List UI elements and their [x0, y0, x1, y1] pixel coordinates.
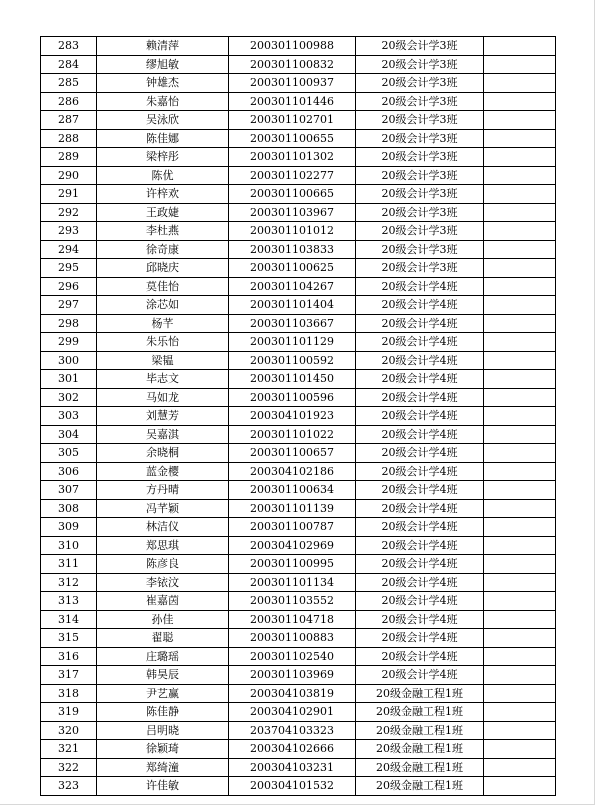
student-name-cell: 崔嘉茵 [97, 592, 229, 611]
student-id-cell: 200301100665 [229, 185, 356, 204]
class-name-cell: 20级金融工程1班 [356, 758, 484, 777]
class-name-cell: 20级会计学4班 [356, 555, 484, 574]
student-id-cell: 200301100655 [229, 129, 356, 148]
student-id-cell: 200301104718 [229, 610, 356, 629]
row-number-cell: 305 [41, 444, 97, 463]
row-number-cell: 291 [41, 185, 97, 204]
student-name-cell: 陈优 [97, 166, 229, 185]
row-number-cell: 314 [41, 610, 97, 629]
class-name-cell: 20级金融工程1班 [356, 684, 484, 703]
table-row [41, 222, 556, 241]
student-id-cell: 200301101404 [229, 296, 356, 315]
class-name-cell: 20级会计学4班 [356, 333, 484, 352]
empty-cell [484, 74, 556, 93]
table-row [41, 388, 556, 407]
row-number-cell: 313 [41, 592, 97, 611]
empty-cell [484, 721, 556, 740]
table-row [41, 333, 556, 352]
table-row [41, 462, 556, 481]
empty-cell [484, 592, 556, 611]
table-row [41, 610, 556, 629]
student-id-cell: 200304102901 [229, 703, 356, 722]
student-id-cell: 200301102701 [229, 111, 356, 130]
class-name-cell: 20级会计学4班 [356, 592, 484, 611]
row-number-cell: 284 [41, 55, 97, 74]
student-id-cell: 200301100787 [229, 518, 356, 537]
student-name-cell: 翟聪 [97, 629, 229, 648]
table-row [41, 777, 556, 796]
empty-cell [484, 425, 556, 444]
class-name-cell: 20级会计学4班 [356, 481, 484, 500]
student-id-cell: 200301101022 [229, 425, 356, 444]
row-number-cell: 290 [41, 166, 97, 185]
student-name-cell: 朱乐怡 [97, 333, 229, 352]
empty-cell [484, 388, 556, 407]
student-name-cell: 莫佳怡 [97, 277, 229, 296]
table-row [41, 629, 556, 648]
table-row [41, 185, 556, 204]
student-id-cell: 200304102969 [229, 536, 356, 555]
student-id-cell: 200301102540 [229, 647, 356, 666]
table-row [41, 240, 556, 259]
class-name-cell: 20级会计学3班 [356, 259, 484, 278]
class-name-cell: 20级会计学3班 [356, 185, 484, 204]
empty-cell [484, 333, 556, 352]
empty-cell [484, 703, 556, 722]
table-row [41, 481, 556, 500]
table-row [41, 518, 556, 537]
student-name-cell: 孙佳 [97, 610, 229, 629]
row-number-cell: 296 [41, 277, 97, 296]
empty-cell [484, 518, 556, 537]
empty-cell [484, 129, 556, 148]
row-number-cell: 307 [41, 481, 97, 500]
class-name-cell: 20级会计学3班 [356, 240, 484, 259]
empty-cell [484, 647, 556, 666]
table-row [41, 647, 556, 666]
empty-cell [484, 777, 556, 796]
row-number-cell: 323 [41, 777, 97, 796]
student-id-cell: 200301101139 [229, 499, 356, 518]
class-name-cell: 20级会计学4班 [356, 296, 484, 315]
class-name-cell: 20级会计学4班 [356, 666, 484, 685]
table-row [41, 499, 556, 518]
student-id-cell: 200304103819 [229, 684, 356, 703]
student-name-cell: 余晓桐 [97, 444, 229, 463]
class-name-cell: 20级会计学4班 [356, 518, 484, 537]
class-name-cell: 20级会计学3班 [356, 166, 484, 185]
table-row [41, 148, 556, 167]
table-row [41, 758, 556, 777]
row-number-cell: 300 [41, 351, 97, 370]
empty-cell [484, 37, 556, 56]
row-number-cell: 306 [41, 462, 97, 481]
student-id-cell: 200301103967 [229, 203, 356, 222]
student-id-cell: 200301100657 [229, 444, 356, 463]
student-id-cell: 200301101012 [229, 222, 356, 241]
empty-cell [484, 610, 556, 629]
student-roster-table [40, 36, 556, 796]
class-name-cell: 20级会计学3班 [356, 37, 484, 56]
student-name-cell: 邱晓庆 [97, 259, 229, 278]
student-name-cell: 王政婕 [97, 203, 229, 222]
empty-cell [484, 666, 556, 685]
student-name-cell: 方丹晴 [97, 481, 229, 500]
student-id-cell: 200304101532 [229, 777, 356, 796]
class-name-cell: 20级会计学3班 [356, 55, 484, 74]
student-name-cell: 毕志文 [97, 370, 229, 389]
table-row [41, 203, 556, 222]
row-number-cell: 304 [41, 425, 97, 444]
row-number-cell: 318 [41, 684, 97, 703]
student-id-cell: 200301103667 [229, 314, 356, 333]
student-id-cell: 200301100988 [229, 37, 356, 56]
row-number-cell: 293 [41, 222, 97, 241]
class-name-cell: 20级会计学3班 [356, 129, 484, 148]
row-number-cell: 311 [41, 555, 97, 574]
row-number-cell: 301 [41, 370, 97, 389]
empty-cell [484, 351, 556, 370]
class-name-cell: 20级会计学4班 [356, 277, 484, 296]
row-number-cell: 283 [41, 37, 97, 56]
student-id-cell: 200301101134 [229, 573, 356, 592]
row-number-cell: 287 [41, 111, 97, 130]
class-name-cell: 20级会计学4班 [356, 351, 484, 370]
student-name-cell: 尹艺赢 [97, 684, 229, 703]
row-number-cell: 322 [41, 758, 97, 777]
table-row [41, 166, 556, 185]
row-number-cell: 288 [41, 129, 97, 148]
empty-cell [484, 758, 556, 777]
class-name-cell: 20级会计学4班 [356, 370, 484, 389]
row-number-cell: 303 [41, 407, 97, 426]
class-name-cell: 20级会计学4班 [356, 536, 484, 555]
class-name-cell: 20级金融工程1班 [356, 721, 484, 740]
class-name-cell: 20级会计学4班 [356, 388, 484, 407]
empty-cell [484, 240, 556, 259]
empty-cell [484, 536, 556, 555]
empty-cell [484, 481, 556, 500]
student-id-cell: 200301101129 [229, 333, 356, 352]
student-id-cell: 200301103552 [229, 592, 356, 611]
student-name-cell: 朱嘉怡 [97, 92, 229, 111]
student-name-cell: 梁韫 [97, 351, 229, 370]
student-id-cell: 200301100592 [229, 351, 356, 370]
student-name-cell: 蓝金樱 [97, 462, 229, 481]
table-row [41, 740, 556, 759]
table-row [41, 684, 556, 703]
student-id-cell: 200301100883 [229, 629, 356, 648]
student-id-cell: 200304102186 [229, 462, 356, 481]
student-name-cell: 韩昊辰 [97, 666, 229, 685]
empty-cell [484, 314, 556, 333]
student-id-cell: 200304101923 [229, 407, 356, 426]
student-name-cell: 梁梓彤 [97, 148, 229, 167]
empty-cell [484, 277, 556, 296]
table-row [41, 314, 556, 333]
class-name-cell: 20级金融工程1班 [356, 777, 484, 796]
student-id-cell: 200301103969 [229, 666, 356, 685]
row-number-cell: 317 [41, 666, 97, 685]
table-row [41, 703, 556, 722]
empty-cell [484, 185, 556, 204]
student-name-cell: 李铱汶 [97, 573, 229, 592]
row-number-cell: 289 [41, 148, 97, 167]
class-name-cell: 20级会计学3班 [356, 111, 484, 130]
student-id-cell: 200301102277 [229, 166, 356, 185]
table-row [41, 55, 556, 74]
empty-cell [484, 499, 556, 518]
student-name-cell: 许佳敏 [97, 777, 229, 796]
student-name-cell: 杨芊 [97, 314, 229, 333]
student-name-cell: 吴嘉淇 [97, 425, 229, 444]
class-name-cell: 20级会计学3班 [356, 74, 484, 93]
class-name-cell: 20级会计学4班 [356, 499, 484, 518]
row-number-cell: 308 [41, 499, 97, 518]
student-name-cell: 钟雄杰 [97, 74, 229, 93]
empty-cell [484, 629, 556, 648]
table-row [41, 370, 556, 389]
student-name-cell: 涂芯如 [97, 296, 229, 315]
table-row [41, 407, 556, 426]
table-row [41, 444, 556, 463]
table-row [41, 555, 556, 574]
table-row [41, 259, 556, 278]
class-name-cell: 20级会计学4班 [356, 425, 484, 444]
class-name-cell: 20级金融工程1班 [356, 703, 484, 722]
class-name-cell: 20级会计学4班 [356, 610, 484, 629]
student-name-cell: 陈佳娜 [97, 129, 229, 148]
empty-cell [484, 222, 556, 241]
student-id-cell: 200301100937 [229, 74, 356, 93]
student-id-cell: 200304103231 [229, 758, 356, 777]
empty-cell [484, 92, 556, 111]
table-row [41, 129, 556, 148]
row-number-cell: 298 [41, 314, 97, 333]
student-name-cell: 缪旭敏 [97, 55, 229, 74]
student-name-cell: 庄璐瑶 [97, 647, 229, 666]
row-number-cell: 285 [41, 74, 97, 93]
student-id-cell: 200301101302 [229, 148, 356, 167]
row-number-cell: 310 [41, 536, 97, 555]
class-name-cell: 20级会计学3班 [356, 222, 484, 241]
table-row [41, 74, 556, 93]
row-number-cell: 320 [41, 721, 97, 740]
student-name-cell: 郑绮潼 [97, 758, 229, 777]
empty-cell [484, 55, 556, 74]
row-number-cell: 302 [41, 388, 97, 407]
table-row [41, 277, 556, 296]
student-name-cell: 徐颖琦 [97, 740, 229, 759]
empty-cell [484, 407, 556, 426]
student-name-cell: 林洁仪 [97, 518, 229, 537]
class-name-cell: 20级金融工程1班 [356, 740, 484, 759]
row-number-cell: 294 [41, 240, 97, 259]
class-name-cell: 20级会计学4班 [356, 629, 484, 648]
table-row [41, 92, 556, 111]
table-row [41, 351, 556, 370]
class-name-cell: 20级会计学3班 [356, 92, 484, 111]
student-name-cell: 刘慧芳 [97, 407, 229, 426]
empty-cell [484, 740, 556, 759]
table-row [41, 592, 556, 611]
row-number-cell: 315 [41, 629, 97, 648]
student-id-cell: 200301100832 [229, 55, 356, 74]
table-row [41, 296, 556, 315]
empty-cell [484, 370, 556, 389]
student-id-cell: 203704103323 [229, 721, 356, 740]
class-name-cell: 20级会计学3班 [356, 148, 484, 167]
empty-cell [484, 573, 556, 592]
table-row [41, 573, 556, 592]
row-number-cell: 295 [41, 259, 97, 278]
student-name-cell: 马如龙 [97, 388, 229, 407]
class-name-cell: 20级会计学3班 [356, 203, 484, 222]
class-name-cell: 20级会计学4班 [356, 573, 484, 592]
empty-cell [484, 555, 556, 574]
student-id-cell: 200304102666 [229, 740, 356, 759]
class-name-cell: 20级会计学4班 [356, 444, 484, 463]
roster-body [41, 37, 556, 796]
row-number-cell: 299 [41, 333, 97, 352]
student-name-cell: 郑思琪 [97, 536, 229, 555]
student-name-cell: 陈彦良 [97, 555, 229, 574]
empty-cell [484, 203, 556, 222]
table-row [41, 425, 556, 444]
class-name-cell: 20级会计学4班 [356, 314, 484, 333]
student-name-cell: 吕明晓 [97, 721, 229, 740]
empty-cell [484, 259, 556, 278]
student-name-cell: 吴泳欣 [97, 111, 229, 130]
class-name-cell: 20级会计学4班 [356, 407, 484, 426]
student-name-cell: 陈佳静 [97, 703, 229, 722]
row-number-cell: 319 [41, 703, 97, 722]
row-number-cell: 286 [41, 92, 97, 111]
row-number-cell: 321 [41, 740, 97, 759]
student-id-cell: 200301100625 [229, 259, 356, 278]
student-name-cell: 赖清萍 [97, 37, 229, 56]
table-row [41, 536, 556, 555]
student-id-cell: 200301100596 [229, 388, 356, 407]
student-id-cell: 200301101450 [229, 370, 356, 389]
empty-cell [484, 111, 556, 130]
student-id-cell: 200301104267 [229, 277, 356, 296]
empty-cell [484, 148, 556, 167]
row-number-cell: 292 [41, 203, 97, 222]
student-id-cell: 200301100995 [229, 555, 356, 574]
student-name-cell: 徐奇康 [97, 240, 229, 259]
row-number-cell: 309 [41, 518, 97, 537]
student-id-cell: 200301101446 [229, 92, 356, 111]
empty-cell [484, 444, 556, 463]
row-number-cell: 312 [41, 573, 97, 592]
class-name-cell: 20级会计学4班 [356, 647, 484, 666]
empty-cell [484, 462, 556, 481]
row-number-cell: 297 [41, 296, 97, 315]
class-name-cell: 20级会计学4班 [356, 462, 484, 481]
table-row [41, 666, 556, 685]
row-number-cell: 316 [41, 647, 97, 666]
empty-cell [484, 166, 556, 185]
student-name-cell: 李杜燕 [97, 222, 229, 241]
empty-cell [484, 684, 556, 703]
student-id-cell: 200301100634 [229, 481, 356, 500]
table-row [41, 111, 556, 130]
table-row [41, 37, 556, 56]
student-name-cell: 许梓欢 [97, 185, 229, 204]
student-id-cell: 200301103833 [229, 240, 356, 259]
student-name-cell: 冯芊颖 [97, 499, 229, 518]
empty-cell [484, 296, 556, 315]
table-row [41, 721, 556, 740]
